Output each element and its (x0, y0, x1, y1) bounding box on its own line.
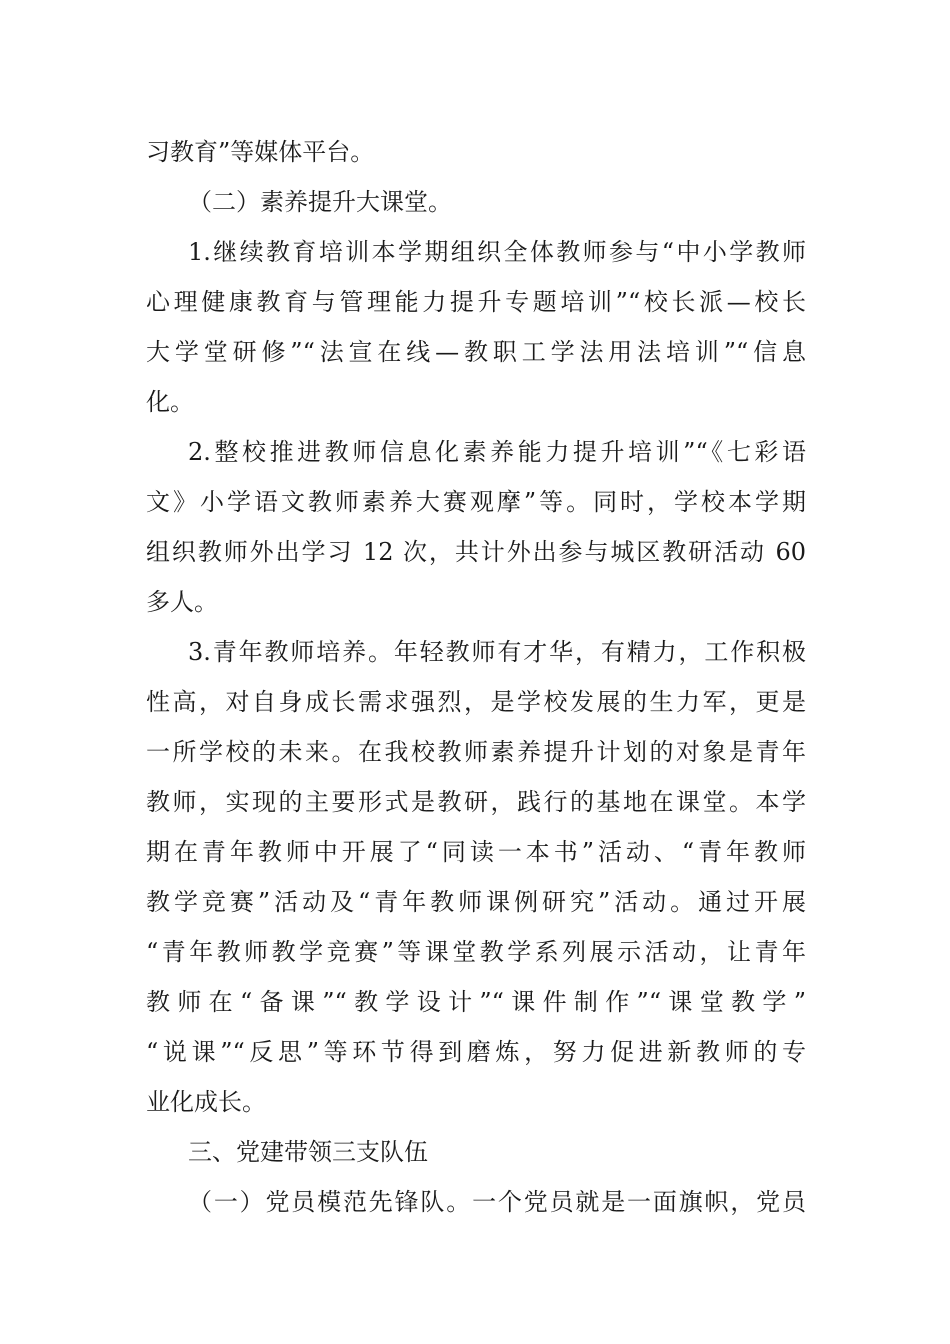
text-line (0, 227, 950, 277)
text-line (0, 577, 950, 627)
text-line (0, 627, 950, 677)
line-text: （二）素养提升大课堂。 (188, 188, 452, 216)
line-text: 性高，对自身成长需求强烈，是学校发展的生力军，更是 (146, 688, 806, 716)
line-text: 大学堂研修”“法宣在线—教职工学法用法培训”“信息 (146, 338, 806, 366)
line-text: 3.青年教师培养。年轻教师有才华，有精力，工作积极 (188, 638, 806, 666)
line-text: 多人。 (146, 588, 218, 616)
text-line (0, 677, 950, 727)
text-line (0, 127, 950, 177)
line-text: 1.继续教育培训本学期组织全体教师参与“中小学教师 (188, 238, 806, 266)
text-line (0, 977, 950, 1027)
line-text: 组织教师外出学习 12 次，共计外出参与城区教研活动 60 (146, 538, 806, 566)
text-line (0, 277, 950, 327)
line-text: 文》小学语文教师素养大赛观摩”等。同时，学校本学期 (146, 488, 806, 516)
line-text: 习教育”等媒体平台。 (146, 138, 375, 166)
text-line (0, 827, 950, 877)
text-line (0, 927, 950, 977)
line-text: 业化成长。 (146, 1088, 266, 1116)
line-text: 期在青年教师中开展了“同读一本书”活动、“青年教师 (146, 838, 806, 866)
text-line (0, 877, 950, 927)
text-line (0, 427, 950, 477)
line-text: 一所学校的未来。在我校教师素养提升计划的对象是青年 (146, 738, 806, 766)
line-text: 教师在“备课”“教学设计”“课件制作”“课堂教学” (146, 988, 806, 1016)
line-text: “青年教师教学竞赛”等课堂教学系列展示活动，让青年 (146, 938, 806, 966)
text-line (0, 1027, 950, 1077)
line-text: 2.整校推进教师信息化素养能力提升培训”“《七彩语 (188, 438, 806, 466)
text-line (0, 1077, 950, 1127)
text-line (0, 527, 950, 577)
section-heading (0, 177, 950, 227)
line-text: （一）党员模范先锋队。一个党员就是一面旗帜，党员 (188, 1188, 806, 1216)
text-line (0, 377, 950, 427)
line-text: 三、党建带领三支队伍 (188, 1138, 428, 1166)
text-line (0, 777, 950, 827)
line-text: 教学竞赛”活动及“青年教师课例研究”活动。通过开展 (146, 888, 806, 916)
line-text: 心理健康教育与管理能力提升专题培训”“校长派—校长 (146, 288, 806, 316)
section-heading (0, 1127, 950, 1177)
text-line (0, 477, 950, 527)
line-text: “说课”“反思”等环节得到磨炼，努力促进新教师的专 (146, 1038, 806, 1066)
text-line (0, 327, 950, 377)
line-text: 化。 (146, 388, 194, 416)
text-line (0, 1177, 950, 1227)
line-text: 教师，实现的主要形式是教研，践行的基地在课堂。本学 (146, 788, 806, 816)
text-line (0, 727, 950, 777)
